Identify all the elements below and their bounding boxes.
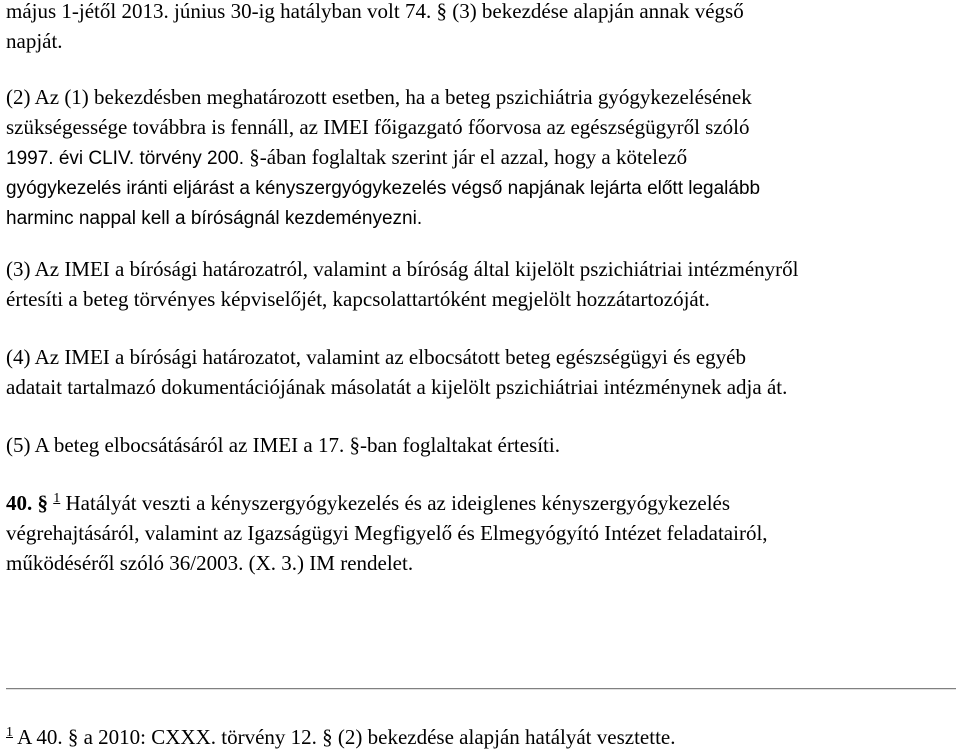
footnote-divider (6, 688, 956, 690)
footnote-line (6, 722, 675, 752)
paragraph-2-line-2: szükségessége továbbra is fennáll, az IMEI főigazgató főorvosa az egészségügyről szóló (6, 115, 750, 139)
paragraph-2-line-3 (6, 142, 760, 174)
section-40-line-1-text: Hatályát veszti a kényszergyógykezelés és az ideiglenes kényszergyógykezelés (60, 491, 731, 515)
footnote (6, 722, 675, 752)
paragraph-4-line-2: adatait tartalmazó dokumentációjának másolatát a kijelölt pszichiátriai intézménynek adja át. (6, 375, 788, 399)
footnote-text: A 40. § a 2010: CXXX. törvény 12. § (2) bekezdése alapján hatályát vesztette. (13, 725, 676, 749)
section-40-line-3: működéséről szóló 36/2003. (X. 3.) IM rendelet. (6, 551, 414, 575)
paragraph-3 (6, 254, 798, 314)
paragraph-4 (6, 342, 787, 402)
law-reference: 1997. évi CLIV. törvény 200. (6, 148, 245, 169)
section-40-line-2: végrehajtásáról, valamint az Igazságügyi Megfigyelő és Elmegyógyító Intézet feladatairól, (6, 521, 768, 545)
intro-line-2: napját. (6, 29, 63, 53)
section-number: 40. § (6, 491, 48, 515)
paragraph-5-text: (5) A beteg elbocsátásáról az IMEI a 17. §-ban foglaltakat értesíti. (6, 433, 560, 457)
paragraph-2-line-4: gyógykezelés iránti eljárást a kényszergyógykezelés végső napjának lejárta előtt legalább (6, 178, 761, 199)
paragraph-2 (6, 82, 760, 234)
section-40-line-1 (6, 488, 768, 518)
paragraph-3-line-2: értesíti a beteg törvényes képviselőjét, kapcsolattartóként megjelölt hozzátartozóját. (6, 287, 710, 311)
section-40 (6, 488, 768, 578)
intro-line-1: május 1-jétől 2013. június 30-ig hatályban volt 74. § (3) bekezdése alapján annak végső (6, 0, 744, 23)
footnote-backlink[interactable]: 1 (6, 725, 13, 740)
paragraph-2-line-1: (2) Az (1) bekezdésben meghatározott esetben, ha a beteg pszichiátria gyógykezelésének (6, 85, 752, 109)
footnote-reference-link[interactable]: 1 (53, 491, 61, 506)
paragraph-5 (6, 430, 560, 460)
paragraph-4-line-1: (4) Az IMEI a bírósági határozatot, valamint az elbocsátott beteg egészségügyi és egyéb (6, 345, 746, 369)
paragraph-2-line-3-rest: §-ában foglaltak szerint jár el azzal, hogy a kötelező (244, 145, 688, 169)
paragraph-2-line-5: harminc nappal kell a bíróságnál kezdeményezni. (6, 208, 423, 229)
intro-paragraph (6, 0, 744, 56)
paragraph-3-line-1: (3) Az IMEI a bírósági határozatról, valamint a bíróság által kijelölt pszichiátriai intézményről (6, 257, 799, 281)
